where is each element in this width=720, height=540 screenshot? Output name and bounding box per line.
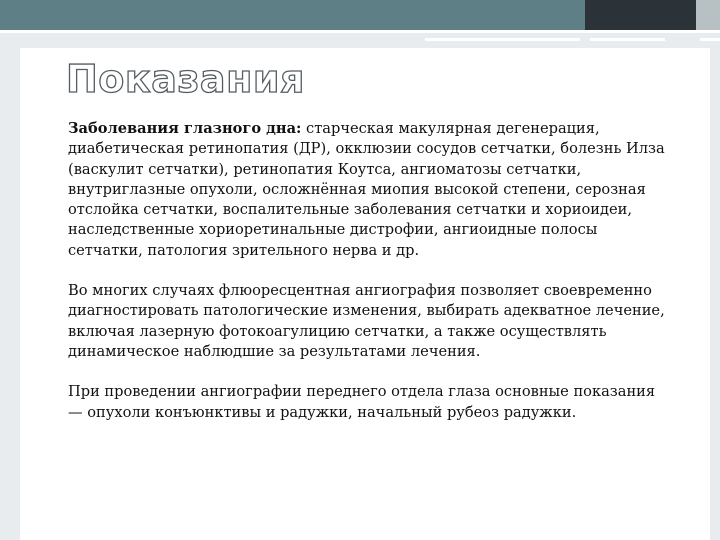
paragraph-anterior-segment [68, 382, 668, 423]
header-band-end-segment [696, 0, 720, 30]
slide-body [68, 119, 668, 443]
paragraph-lead: Заболевания глазного дна: [68, 120, 302, 137]
paragraph-indications-fundus [68, 119, 668, 261]
paragraph-text: При проведении ангиографии переднего отдела глаза основные показания — опухоли конъюнктивы и радужки, начальный рубеоз радужки. [68, 383, 656, 421]
paragraph-text: Во многих случаях флюоресцентная ангиография позволяет своевременно диагностировать патологические изменения, выбирать адекватное лечение, включая лазерную фотокоагулицию сетчатки, а также осуществлять динамическое наблюдшие за результатами лечения. [68, 282, 665, 360]
header-accent-line [700, 38, 720, 41]
slide-title: Показания [66, 57, 305, 101]
paragraph-text: старческая макулярная дегенерация, диабетическая ретинопатия (ДР), окклюзии сосудов сетчатки, болезнь Илза (васкулит сетчатки), ретинопатия Коутса, ангиоматозы сетчатки, внутриглазные опухоли, осложнённая миопия высокой степени, серозная отслойка сетчатки, воспалительные заболевания сетчатки и хориоидеи, наследственные хориоретинальные дистрофии, ангиоидные полосы сетчатки, патология зрительного нерва и др. [68, 120, 665, 259]
header-accent-line [590, 38, 665, 41]
header-band-dark-segment [585, 0, 696, 30]
paragraph-angiography-benefits [68, 281, 668, 362]
header-accent-line [425, 38, 580, 41]
header-separator [0, 30, 720, 33]
